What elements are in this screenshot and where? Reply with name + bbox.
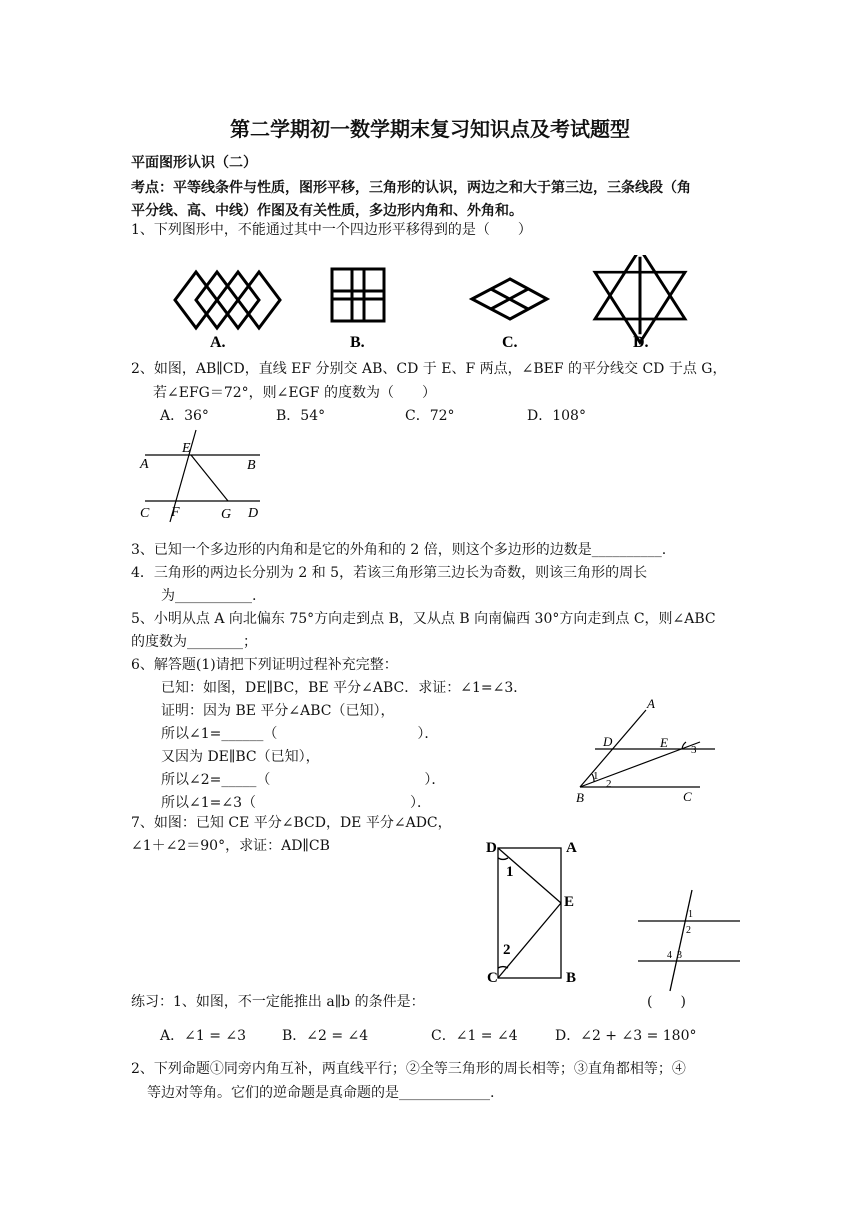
question-2-line1: 2、如图，AB∥CD，直线 EF 分别交 AB、CD 于 E、F 两点，∠BEF 的平分线交 CD 于点 G， bbox=[131, 361, 727, 377]
question-5-line2: 的度数为________； bbox=[131, 634, 257, 650]
question-6-given: 已知：如图，DE∥BC，BE 平分∠ABC．求证：∠1=∠3． bbox=[161, 680, 528, 696]
figure-a-label: A. bbox=[210, 334, 226, 351]
q6-label-c: C bbox=[683, 789, 692, 804]
question-6-proof-5: 所以∠1=∠3（ ）． bbox=[161, 795, 432, 811]
q2-label-b: B bbox=[247, 458, 256, 473]
practice-option-a: A．∠1 = ∠3 bbox=[160, 1028, 247, 1044]
q6-angle-2: 2 bbox=[606, 778, 612, 790]
q7-label-b: B bbox=[566, 970, 577, 986]
question-6-proof-1: 证明：因为 BE 平分∠ABC（已知）， bbox=[161, 703, 395, 719]
question-7-line1: 7、如图：已知 CE 平分∠BCD，DE 平分∠ADC， bbox=[131, 815, 452, 831]
question-2-option-d: D．108° bbox=[527, 408, 586, 424]
practice-option-d: D．∠2 + ∠3 = 180° bbox=[555, 1028, 697, 1044]
practice-option-c: C．∠1 = ∠4 bbox=[431, 1028, 518, 1044]
key-points-line1: 考点：平等线条件与性质，图形平移，三角形的认识，两边之和大于第三边，三条线段（角 bbox=[131, 180, 691, 196]
key-points-line2: 平分线、高、中线）作图及有关性质，多边形内角和、外角和。 bbox=[131, 203, 523, 219]
q7-label-d: D bbox=[486, 840, 497, 856]
practice-2-line2: 等边对等角。它们的逆命题是真命题的是_____________. bbox=[147, 1085, 495, 1101]
figure-c-label: C. bbox=[502, 334, 518, 351]
question-7-line2: ∠1＋∠2＝90°，求证：AD∥CB bbox=[131, 838, 330, 854]
question-4-line2: 为___________. bbox=[161, 588, 257, 604]
q7-angle-1: 1 bbox=[506, 864, 514, 880]
question-6-proof-2: 所以∠1=______（ ）． bbox=[161, 726, 439, 742]
q6-label-b: B bbox=[576, 790, 584, 805]
q6-angle-1: 1 bbox=[593, 770, 599, 782]
q2-label-f: F bbox=[171, 505, 180, 520]
q2-label-c: C bbox=[140, 506, 150, 521]
figure-a-rhombus-chain bbox=[175, 272, 280, 328]
question-6-figure bbox=[570, 692, 730, 807]
figure-d-star bbox=[595, 255, 685, 342]
q2-label-d: D bbox=[248, 506, 259, 521]
practice-angle-2: 2 bbox=[686, 925, 691, 936]
page-title: 第二学期初一数学期末复习知识点及考试题型 bbox=[230, 117, 630, 141]
question-7-figure bbox=[484, 838, 584, 990]
q2-label-e: E bbox=[182, 441, 191, 456]
q7-angle-2: 2 bbox=[503, 942, 511, 958]
practice-option-b: B．∠2 = ∠4 bbox=[282, 1028, 369, 1044]
practice-line1: 练习：1、如图，不一定能推出 a∥b 的条件是： bbox=[131, 994, 425, 1010]
q6-label-a: A bbox=[647, 696, 655, 711]
question-6-proof-4: 所以∠2=_____（ ）． bbox=[161, 772, 446, 788]
figure-d-label: D. bbox=[633, 334, 649, 351]
question-6-head: 6、解答题(1)请把下列证明过程补充完整： bbox=[131, 657, 398, 673]
practice-angle-4: 4 bbox=[667, 950, 672, 961]
question-4-line1: 4．三角形的两边长分别为 2 和 5，若该三角形第三边长为奇数，则该三角形的周长 bbox=[131, 565, 648, 581]
q6-angle-3: 3 bbox=[691, 744, 697, 756]
section-heading: 平面图形认识（二） bbox=[131, 155, 257, 171]
figure-b-label: B. bbox=[350, 334, 365, 351]
q7-label-e: E bbox=[564, 894, 575, 910]
practice-answer-paren: ( ) bbox=[647, 994, 686, 1010]
q2-label-a: A bbox=[140, 457, 149, 472]
practice-2-line1: 2、下列命题①同旁内角互补，两直线平行；②全等三角形的周长相等；③直角都相等；④ bbox=[131, 1061, 686, 1077]
question-2-option-a: A．36° bbox=[160, 408, 209, 424]
q7-label-a: A bbox=[566, 840, 577, 856]
q2-label-g: G bbox=[221, 507, 232, 522]
figure-b-squares bbox=[332, 269, 384, 321]
q6-label-d: D bbox=[603, 734, 613, 749]
practice-angle-1: 1 bbox=[688, 909, 693, 920]
figure-c-rhombus-lattice bbox=[472, 279, 547, 319]
question-2-option-b: B．54° bbox=[276, 408, 326, 424]
practice-angle-3: 3 bbox=[677, 950, 682, 961]
question-3-text: 3、已知一个多边形的内角和是它的外角和的 2 倍，则这个多边形的边数是__________. bbox=[131, 542, 667, 558]
question-2-line2: 若∠EFG＝72°，则∠EGF 的度数为（ ） bbox=[153, 385, 436, 401]
question-1-text: 1、下列图形中，不能通过其中一个四边形平移得到的是（ ） bbox=[131, 222, 532, 238]
question-2-figure bbox=[135, 428, 275, 523]
q7-label-c: C bbox=[487, 970, 498, 986]
question-1-figures bbox=[150, 255, 710, 355]
question-6-proof-3: 又因为 DE∥BC（已知）， bbox=[161, 749, 320, 765]
practice-figure bbox=[636, 888, 742, 994]
question-2-option-c: C．72° bbox=[405, 408, 455, 424]
question-5-line1: 5、小明从点 A 向北偏东 75°方向走到点 B，又从点 B 向南偏西 30°方向走到点 C，则∠ABC bbox=[131, 611, 716, 627]
q6-label-e: E bbox=[660, 735, 668, 750]
